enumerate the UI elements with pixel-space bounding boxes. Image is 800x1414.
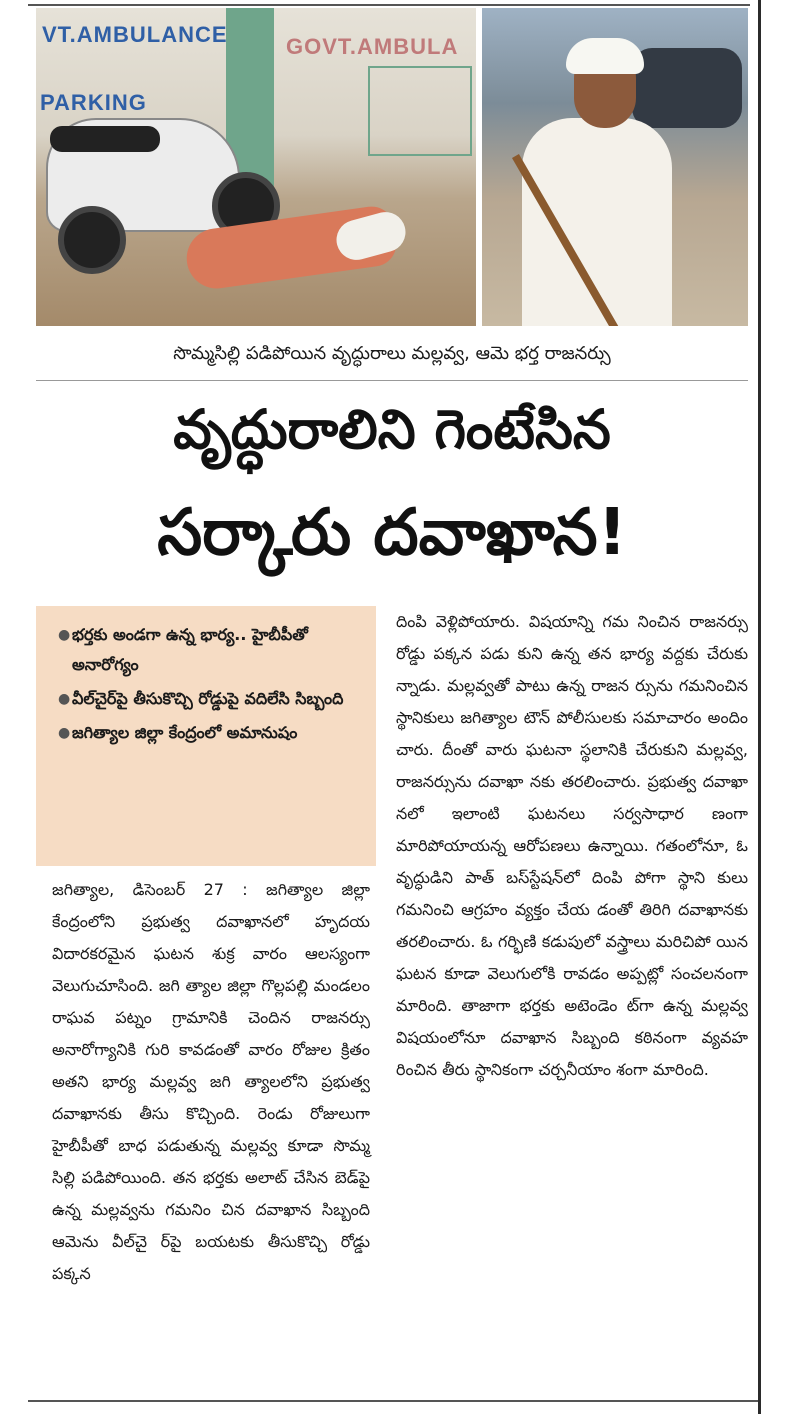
page-right-border	[758, 0, 761, 1414]
bullet-icon: ●	[58, 627, 71, 643]
headline-line-2: సర్కారు దవాఖాన!	[157, 496, 627, 570]
parked-motorbike	[632, 48, 742, 128]
highlight-item	[58, 620, 366, 680]
wall-painted-sign	[368, 66, 472, 156]
sign-ambulance-text: VT.AMBULANCE	[42, 22, 228, 47]
photo-elderly-man	[482, 8, 748, 326]
scooter-wheel-front	[58, 206, 126, 274]
bullet-icon: ●	[58, 691, 71, 707]
sign-govt-ambulance-text: GOVT.AMBULA	[286, 34, 459, 59]
photo-ambulance-parking	[36, 8, 476, 326]
sign-parking-text: PARKING	[40, 90, 147, 115]
scooter-seat	[50, 126, 160, 152]
article-column-right	[396, 606, 748, 1086]
caption-divider	[36, 380, 748, 381]
headline-line-1: వృద్ధురాలిని గెంటేసిన	[173, 398, 611, 461]
highlight-text: జగిత్యాల జిల్లా కేంద్రంలో అమానుషం	[72, 723, 298, 742]
highlight-item	[58, 684, 366, 714]
bullet-icon: ●	[58, 725, 71, 741]
highlight-text: భర్తకు అండగా ఉన్న భార్య.. హైబీపీతో అనారోగ్యం	[72, 625, 308, 674]
photo-caption: సొమ్మసిల్లి పడిపోయిన వృద్ధురాలు మల్లవ్వ, ఆమె భర్త రాజనర్సు	[173, 343, 611, 364]
highlight-text: వీల్‌చైర్‌పై తీసుకొచ్చి రోడ్డుపై వదిలేసి సిబ్బంది	[72, 689, 344, 708]
man-turban	[566, 38, 644, 74]
highlights-box	[36, 606, 376, 866]
article-paragraph: దింపి వెళ్లిపోయారు. విషయాన్ని గమ నించిన రాజనర్సు రోడ్డు పక్కన పడు కుని ఉన్న తన భార్య వద్దకు చేరుకు న్నాడు. మల్లవ్వతో పాటు ఉన్న రాజన ర్సును గమనించిన స్థానికులు జగిత్యాల టౌన్ పోలీసులకు సమాచారం అందిం చారు. దీంతో వారు ఘటనా స్థలానికి చేరుకుని మల్లవ్వ, రాజనర్సును దవాఖా నకు తరలించారు. ప్రభుత్వ దవాఖా నలో ఇలాంటి ఘటనలు సర్వసాధార ణంగా మారిపోయాయన్న ఆరోపణలు ఉన్నాయి. గతంలోనూ, ఓ వృద్ధుడిని పాత్ బస్‌స్టేషన్‌లో దింపి పోగా స్థాని కులు గమనించి ఆగ్రహం వ్యక్తం చేయ డంతో తిరిగి దవాఖానకు తరలించారు. ఓ గర్భిణి కడుపులో వస్త్రాలు మరిచిపో యిన ఘటన కూడా వెలుగులోకి రావడం అప్పట్లో సంచలనంగా మారింది. తాజాగా భర్తకు అటెండెం ట్‌గా ఉన్న మల్లవ్వ విషయంలోనూ దవాఖాన సిబ్బంది కఠినంగా వ్యవహ రించిన తీరు స్థానికంగా చర్చనీయాం శంగా మారింది.	[396, 612, 748, 1079]
article-paragraph: జగిత్యాల, డిసెంబర్ 27 : జగిత్యాల జిల్లా కేంద్రంలోని ప్రభుత్వ దవాఖానలో హృదయ విదారకరమైన ఘటన శుక్ర వారం ఆలస్యంగా వెలుగుచూసింది. జగి త్యాల జిల్లా గొల్లపల్లి మండలం రాఘవ పట్నం గ్రామానికి చెందిన రాజనర్సు అనారోగ్యానికి గురి కావడంతో వారం రోజుల క్రితం అతని భార్య మల్లవ్వ జగి త్యాలలోని ప్రభుత్వ దవాఖానకు తీసు కొచ్చింది. రెండు రోజులుగా హైబీపీతో బాధ పడుతున్న మల్లవ్వ కూడా సొమ్మ సిల్లి పడిపోయింది. తన భర్తకు అలాట్ చేసిన బెడ్‌పై ఉన్న మల్లవ్వను గమనిం చిన దవాఖాన సిబ్బంది ఆమెను వీల్‌చై ర్‌పై బయటకు తీసుకొచ్చి రోడ్డు పక్కన	[52, 880, 370, 1283]
page-top-rule	[28, 4, 750, 6]
article-column-left	[52, 874, 370, 1290]
page-bottom-rule	[28, 1400, 758, 1402]
highlight-item	[58, 718, 366, 748]
